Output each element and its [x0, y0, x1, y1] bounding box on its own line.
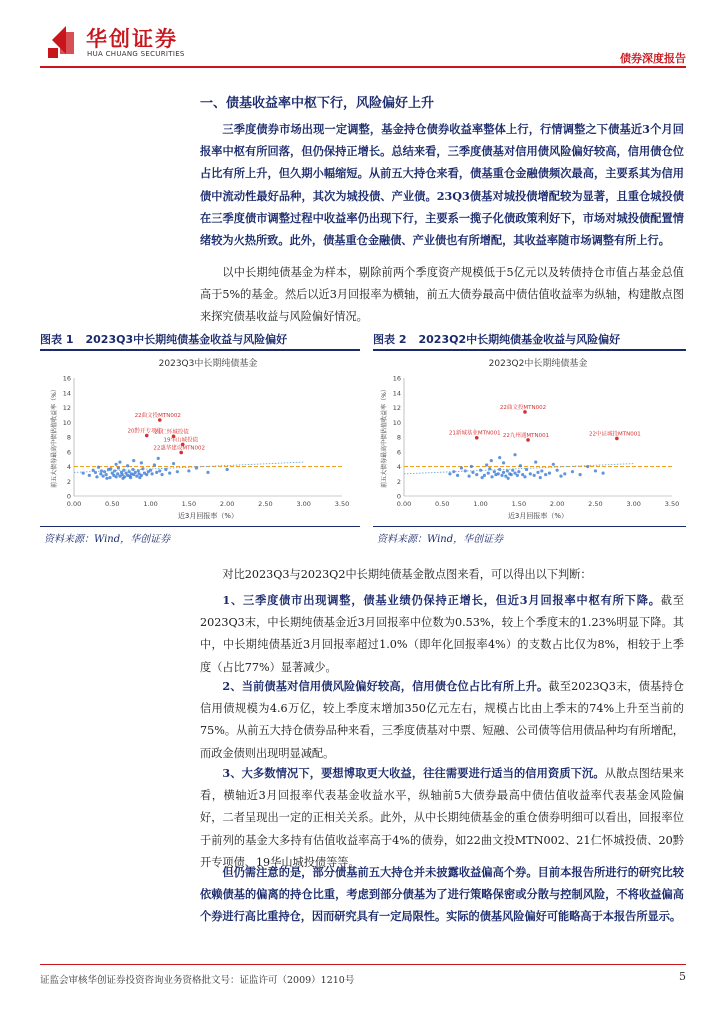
finding-1-lead: 1、三季度债市出现调整，债基业绩仍保持正增长，但近3月回报率中枢有所下降。: [222, 593, 661, 607]
data-point: [117, 466, 120, 469]
y-tick-label: 2: [66, 477, 71, 486]
data-point: [99, 472, 102, 475]
x-tick-label: 3.50: [664, 500, 680, 508]
data-point: [502, 461, 505, 464]
data-point: [158, 469, 161, 472]
finding-1-paragraph: [200, 589, 684, 679]
finding-2-paragraph: [200, 675, 684, 765]
y-tick-label: 6: [66, 448, 71, 457]
section-title: 一、债基收益率中枢下行，风险偏好上升: [200, 96, 435, 111]
data-point: [109, 467, 112, 470]
x-tick-label: 1.00: [473, 500, 488, 508]
data-point: [507, 477, 510, 480]
data-point: [534, 460, 537, 463]
data-point: [145, 473, 148, 476]
annotation-label: 21仁怀城投债: [154, 429, 189, 436]
data-point: [460, 466, 463, 469]
data-point: [95, 475, 98, 478]
y-tick-label: 0: [396, 492, 401, 501]
report-type-label: 债券深度报告: [620, 52, 686, 65]
data-point: [471, 471, 474, 474]
data-point: [448, 472, 451, 475]
x-tick-label: 0.50: [435, 500, 450, 508]
data-point: [594, 469, 597, 472]
data-point: [140, 461, 143, 464]
data-point: [129, 476, 132, 479]
y-tick-label: 14: [62, 389, 71, 398]
y-tick-label: 12: [62, 404, 71, 412]
data-point: [563, 472, 566, 475]
figure-2-title: [373, 331, 620, 347]
data-point: [134, 471, 137, 474]
data-point: [141, 467, 144, 470]
figure-1-scatter-chart: [48, 354, 352, 522]
y-tick-label: 8: [66, 433, 71, 442]
finding-2-lead: 2、当前债基对信用债风险偏好较高，信用债仓位占比有所上升。: [222, 679, 549, 693]
annotation-label: 21新城基业MTN001: [448, 430, 501, 437]
data-point: [556, 469, 559, 472]
data-point: [105, 477, 108, 480]
data-point: [559, 474, 562, 477]
data-point: [456, 474, 459, 477]
data-point: [485, 463, 488, 466]
data-point: [487, 472, 490, 475]
data-point: [517, 470, 520, 473]
x-tick-label: 0.50: [105, 500, 120, 508]
data-point: [115, 475, 118, 478]
x-axis-label: 近3月回报率（%）: [507, 512, 569, 520]
figure-2-scatter-chart: [378, 354, 682, 522]
data-point: [206, 471, 209, 474]
x-tick-label: 1.50: [181, 500, 197, 508]
figure-2-source: 资料来源：Wind，华创证券: [377, 534, 504, 545]
data-point: [493, 470, 496, 473]
data-point: [176, 470, 179, 473]
x-axis-label: 近3月回报率（%）: [177, 512, 239, 520]
x-tick-label: 2.00: [219, 500, 235, 508]
data-point: [521, 473, 524, 476]
logo-subtext: HUA CHUANG SECURITIES: [87, 50, 185, 58]
data-point: [504, 474, 507, 477]
data-point: [128, 470, 131, 473]
figure-1-title: [40, 331, 287, 347]
y-tick-label: 8: [396, 433, 401, 442]
x-tick-label: 2.50: [588, 500, 603, 508]
summary-paragraph: 三季度债券市场出现一定调整，基金持仓债券收益率整体上行，行情调整之下债基近3个月回报率中枢有所回落，但仍保持正增长。总结来看，三季度债基对信用债风险偏好较高，信用债仓位占比有所上升，但久期小幅缩短。从前五大持仓来看，债基重仓金融债频次最高，主要系其为信用债中流动性最好品种，其次为城投债、产业债。23Q3债基对城投债增配较为显著，且重仓城投债在三季度债市调整过程中收益率仍出现下行，主要系一揽子化债政策利好下，市场对城投债配置情绪较为火热所致。此外，债基重仓金融债、产业债也有所增配，其收益率随市场调整有所上行。: [200, 122, 684, 248]
data-point: [187, 469, 190, 472]
x-tick-label: 3.50: [334, 500, 350, 508]
x-tick-label: 2.00: [549, 500, 565, 508]
data-point: [155, 471, 158, 474]
data-point: [571, 470, 574, 473]
figure-2-bottom-rule: [373, 526, 686, 527]
chart-title: 2023Q2中长期纯债基金: [488, 359, 588, 369]
method-paragraph: 以中长期纯债基金为样本，剔除前两个季度资产规模低于5亿元以及转债持仓市值占基金总值高于5%的基金。然后以近3月回报率为横轴，前五大债券最高中债估值收益率为纵轴，构建散点图来探究债基收益与风险偏好情况。: [200, 266, 684, 324]
x-tick-label: 0.00: [66, 500, 82, 508]
data-point: [552, 463, 555, 466]
data-point: [103, 470, 106, 473]
data-point: [548, 472, 551, 475]
chart-title: 2023Q3中长期纯债基金: [158, 359, 258, 369]
x-tick-label: 3.00: [626, 500, 641, 508]
caveat-paragraph: 但仍需注意的是，部分债基前五大持仓并未披露收益偏高个券。目前本报告所进行的研究比较依赖债基的偏离的持仓比重，考虑到部分债基为了进行策略保密或分散与控制风险，不将收益偏高个券进行高比重持仓，因而研究具有一定局限性。实际的债基风险偏好可能略高于本报告所显示。: [200, 865, 684, 924]
data-point: [151, 472, 154, 475]
annotation-label: 22曲文投MTN002: [499, 404, 547, 411]
comparison-intro: 对比2023Q3与2023Q2中长期纯债基金散点图来看，可以得出以下判断：: [222, 568, 592, 581]
data-point: [157, 457, 160, 460]
data-point: [126, 464, 129, 467]
figure-2-number: 图表 2: [373, 333, 407, 346]
finding-3-body: 从散点图结果来看，横轴近3月回报率代表基金收益水平，纵轴前5大债券最高中债估值收益率代表基金风险偏好，二者呈现出一定的正相关关系。此外，从中长期纯债基金的重仓债券明细可以看出，回报率位于前列的基金大多持有估值收益率高于4%的债券，如22曲文投MTN002、21仁怀城投债、20黔开专项债、19华山城投债等等。: [200, 767, 684, 869]
annotation-label: 22中证城投MTN001: [589, 431, 641, 438]
data-point: [601, 472, 604, 475]
figure-1-caption: 2023Q3中长期纯债基金收益与风险偏好: [85, 333, 288, 346]
page-header: [40, 22, 686, 66]
data-point: [118, 460, 121, 463]
data-point: [108, 476, 111, 479]
x-tick-label: 1.00: [143, 500, 158, 508]
data-point: [475, 473, 478, 476]
y-tick-label: 0: [66, 492, 71, 501]
finding-2-body: 截至2023Q3末，债基持仓信用债规模为4.6万亿，较上季度末增加350亿元左右，规模占比由上季末的74%上升至当前的75%。从前五大持仓债券品种来看，三季度债基对中票、短融、公司债等信用债品种均有所增配，而政金债则出现明显减配。: [200, 680, 684, 760]
page-number: 5: [679, 970, 686, 983]
annotation-label: 22惠华建设MTN002: [153, 445, 206, 452]
data-point: [513, 472, 516, 475]
data-point: [579, 473, 582, 476]
annotation-label: 19华山城投债: [163, 437, 198, 444]
data-point: [132, 459, 135, 462]
data-point: [539, 476, 542, 479]
y-tick-label: 6: [396, 448, 401, 457]
footer-disclaimer: 证监会审核华创证券投资咨询业务资格批文号：证监许可（2009）1210号: [40, 975, 355, 986]
data-point: [467, 474, 470, 477]
data-point: [523, 475, 526, 478]
data-point: [533, 474, 536, 477]
finding-3-paragraph: [200, 762, 684, 874]
data-point: [172, 462, 175, 465]
data-point: [153, 463, 156, 466]
data-point: [160, 473, 163, 476]
logo-text: 华创证券: [86, 27, 178, 51]
figure-1-number: 图表 1: [40, 333, 74, 346]
data-point: [513, 453, 516, 456]
annotation-label: 22曲文投MTN002: [134, 413, 181, 420]
y-tick-label: 16: [62, 374, 71, 383]
header-divider: [40, 66, 686, 68]
annotation-label: 20黔开专项债: [127, 428, 162, 435]
y-axis-label: 前五大债券最高中债估值收益率（%）: [381, 386, 388, 488]
data-point: [121, 477, 124, 480]
y-tick-label: 2: [396, 477, 401, 486]
y-tick-label: 4: [66, 463, 71, 471]
figure-2-caption: 2023Q2中长期纯债基金收益与风险偏好: [418, 333, 621, 346]
finding-1-body: 截至2023Q3末，中长期纯债基金近3月回报率中位数为0.53%，较上个季度末的1.23%明显下降。其中，中长期纯债基近3月回报率超过1.0%（即年化回报率4%）的支数占比仅为8%，相较于上季度（占比77%）显著减少。: [200, 594, 684, 674]
figure-1-bottom-rule: [40, 526, 360, 527]
data-point: [135, 474, 138, 477]
data-point: [97, 466, 100, 469]
y-tick-label: 16: [392, 374, 401, 383]
x-tick-label: 0.00: [396, 500, 412, 508]
y-tick-label: 4: [396, 463, 401, 471]
data-point: [498, 456, 501, 459]
figure-1-rule: [40, 349, 360, 351]
x-tick-label: 2.50: [258, 500, 273, 508]
data-point: [101, 474, 104, 477]
data-point: [516, 474, 519, 477]
data-point: [540, 469, 543, 472]
data-point: [519, 464, 522, 467]
data-point: [506, 469, 509, 472]
y-tick-label: 12: [392, 404, 401, 412]
data-point: [121, 473, 124, 476]
data-point: [226, 468, 229, 471]
data-point: [510, 473, 513, 476]
data-point: [88, 474, 91, 477]
data-point: [544, 473, 547, 476]
y-tick-label: 14: [392, 389, 401, 398]
data-point: [536, 471, 539, 474]
data-point: [116, 472, 119, 475]
y-tick-label: 10: [392, 418, 401, 427]
data-point: [115, 463, 118, 466]
x-tick-label: 1.50: [511, 500, 527, 508]
annotation-label: 22九州通MTN001: [502, 432, 550, 439]
data-point: [138, 476, 141, 479]
figure-2-rule: [373, 349, 686, 351]
data-point: [490, 475, 493, 478]
x-tick-label: 3.00: [296, 500, 311, 508]
data-point: [483, 474, 486, 477]
data-point: [490, 459, 493, 462]
data-point: [481, 476, 484, 479]
footer-divider: [40, 964, 686, 965]
data-point: [470, 465, 473, 468]
data-point: [529, 472, 532, 475]
company-logo-icon: [48, 22, 78, 58]
figure-1-source: 资料来源：Wind，华创证券: [44, 534, 171, 545]
data-point: [168, 472, 171, 475]
data-point: [500, 474, 503, 477]
finding-3-lead: 3、大多数情况下，要想博取更大收益，往往需要进行适当的信用资质下沉。: [222, 766, 605, 780]
data-point: [105, 473, 108, 476]
y-tick-label: 10: [62, 418, 71, 427]
data-point: [502, 471, 505, 474]
y-axis-label: 前五大债券最高中债估值收益率（%）: [51, 386, 58, 488]
data-point: [497, 472, 500, 475]
